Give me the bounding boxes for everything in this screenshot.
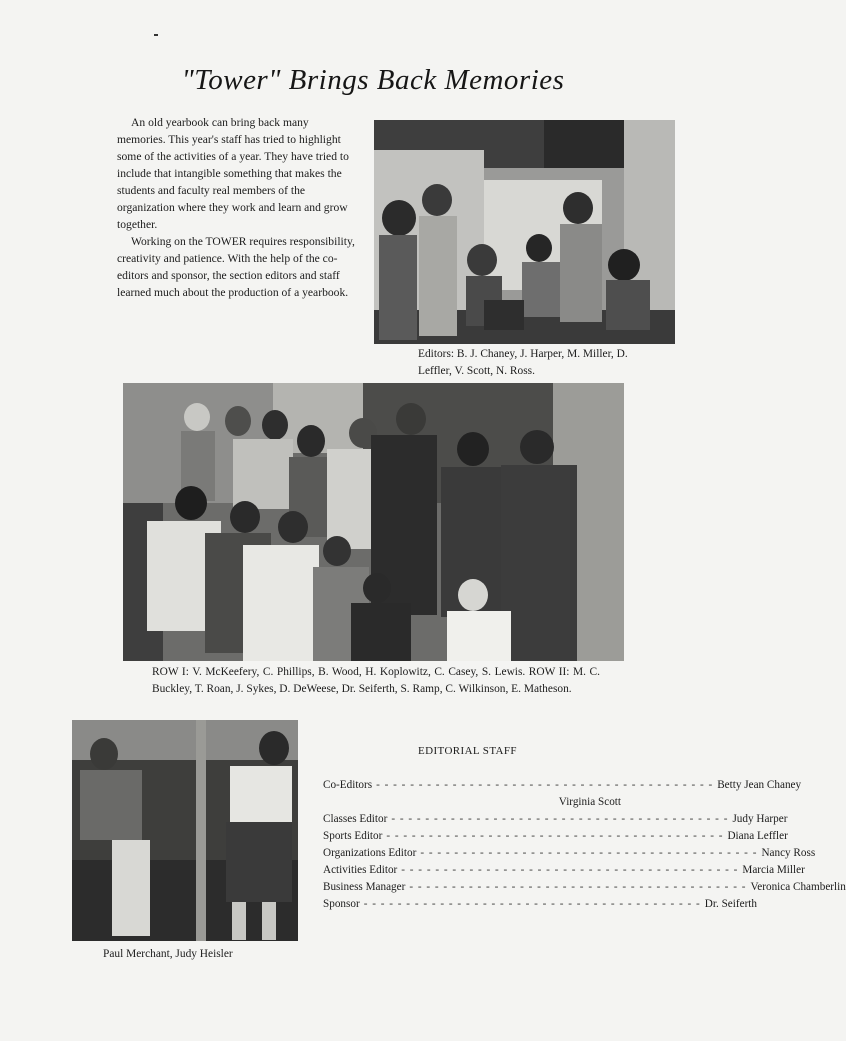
leader-dashes: - - - - - - - - - - - - - - - - - - - - - - - - - - - - - - - - - - - - - - - - — [386, 830, 724, 842]
staff-role: Co-Editors — [323, 779, 373, 791]
staff-name: Dr. Seiferth — [704, 898, 757, 910]
editors-photo — [374, 120, 675, 344]
editors-caption: Editors: B. J. Chaney, J. Harper, M. Miller, D. Leffler, V. Scott, N. Ross. — [418, 348, 628, 377]
staff-name: Judy Harper — [732, 813, 788, 825]
leader-dashes: - - - - - - - - - - - - - - - - - - - - - - - - - - - - - - - - - - - - - - - - — [363, 898, 701, 910]
staff-group-photo — [123, 383, 624, 661]
staff-entry — [323, 796, 621, 813]
staff-name: Virginia Scott — [558, 796, 621, 808]
staff-name: Diana Leffler — [727, 830, 788, 842]
leader-dashes: - - - - - - - - - - - - - - - - - - - - - - - - - - - - - - - - - - - - - - - - — [401, 864, 739, 876]
staff-role: Business Manager — [323, 881, 406, 893]
staff-entry — [323, 779, 802, 796]
staff-entry — [323, 898, 757, 915]
staff-entry — [323, 813, 788, 830]
leader-dashes: - - - - - - - - - - - - - - - - - - - - - - - - - - - - - - - - - - - - - - - - — [420, 847, 758, 859]
intro-text — [117, 114, 355, 301]
staff-role: Organizations Editor — [323, 847, 417, 859]
pair-photo — [72, 720, 298, 941]
staff-name: Betty Jean Chaney — [717, 779, 802, 791]
leader-dashes: - - - - - - - - - - - - - - - - - - - - - - - - - - - - - - - - - - - - - - - - — [376, 779, 714, 791]
intro-paragraph-2: Working on the TOWER requires responsibility, creativity and patience. With the help of the co-editors and sponsor, the section editors and staff learned much about the production of a yearbook. — [117, 235, 355, 299]
leader-dashes: - - - - - - - - - - - - - - - - - - - - - - - - - - - - - - - - - - - - - - - - — [409, 881, 747, 893]
staff-role: Classes Editor — [323, 813, 388, 825]
staff-role: Sponsor — [323, 898, 360, 910]
staff-name: Veronica Chamberlin — [750, 881, 846, 893]
staff-name: Nancy Ross — [761, 847, 816, 859]
editorial-staff-list — [323, 779, 846, 915]
pair-caption: Paul Merchant, Judy Heisler — [103, 948, 233, 960]
staff-entry — [323, 830, 788, 847]
staff-name: Marcia Miller — [742, 864, 805, 876]
staff-entry — [323, 881, 846, 898]
leader-dashes: - - - - - - - - - - - - - - - - - - - - - - - - - - - - - - - - - - - - - - - - — [391, 813, 729, 825]
staff-entry — [323, 864, 805, 881]
intro-paragraph-1: An old yearbook can bring back many memories. This year's staff has tried to highlight some of the activities of a year. They have tried to include that intangible something that makes the students and faculty real members of the organization where they work and learn and grow together. — [117, 116, 349, 231]
staff-rows-caption: ROW I: V. McKeefery, C. Phillips, B. Wood, H. Koplowitz, C. Casey, S. Lewis. ROW II: M. C. Buckley, T. Roan, J. Sykes, D. DeWeese, Dr. Seiferth, S. Ramp, C. Wilkinson, E. Matheson. — [152, 666, 600, 695]
staff-entry — [323, 847, 816, 864]
staff-role: Sports Editor — [323, 830, 383, 842]
page-title: "Tower" Brings Back Memories — [181, 64, 565, 96]
staff-role: Activities Editor — [323, 864, 398, 876]
page-mark — [154, 34, 158, 36]
editorial-staff-heading: EDITORIAL STAFF — [418, 745, 517, 757]
